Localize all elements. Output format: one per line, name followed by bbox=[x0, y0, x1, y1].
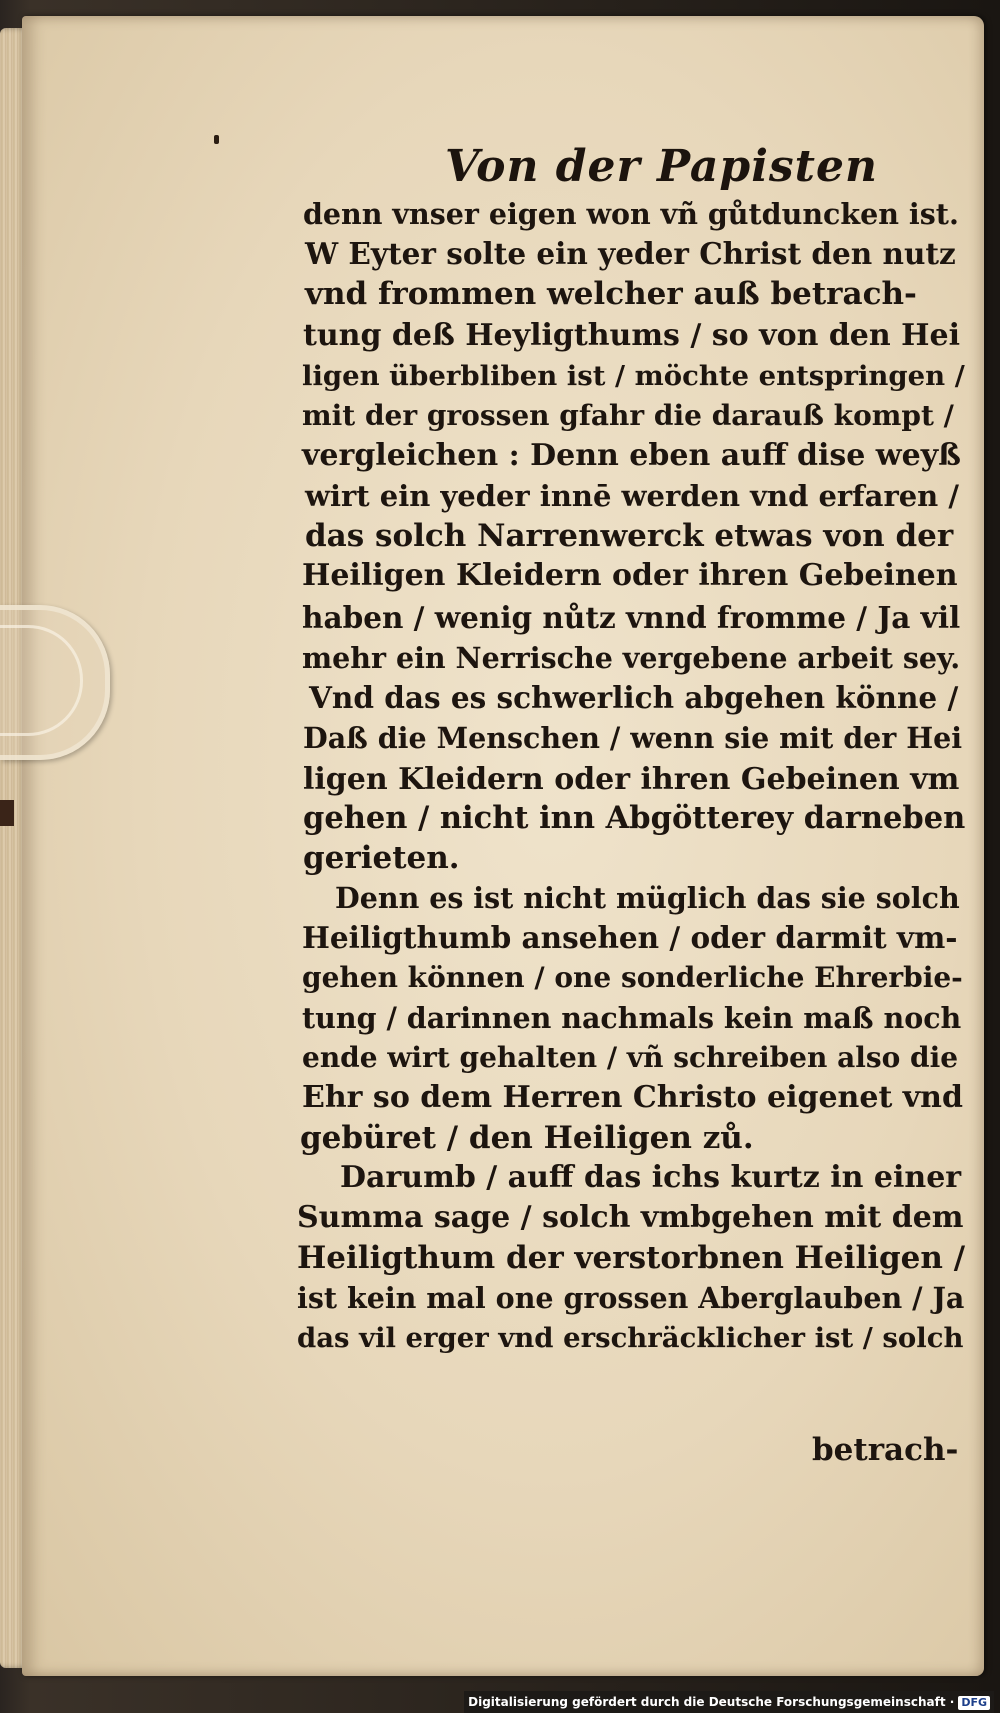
text-line: denn vnser eigen won vñ gůtduncken ist. bbox=[303, 197, 959, 231]
ink-spot bbox=[214, 135, 219, 144]
catchword: betrach- bbox=[812, 1432, 959, 1468]
running-head: Von der Papisten bbox=[445, 141, 878, 192]
text-line: Heiligthumb ansehen / oder darmit vm- bbox=[302, 920, 958, 955]
page-marker bbox=[0, 800, 14, 826]
text-line: gehen können / one sonderliche Ehrerbie- bbox=[302, 961, 963, 994]
text-line: vnd frommen welcher auß betrach- bbox=[305, 276, 917, 312]
text-line: ende wirt gehalten / vñ schreiben also die bbox=[302, 1041, 959, 1074]
footer-credit bbox=[464, 1691, 994, 1713]
text-line: ligen überbliben ist / möchte entspringen / bbox=[302, 360, 965, 392]
dfg-logo: DFG bbox=[958, 1696, 990, 1710]
text-line: Heiligen Kleidern oder ihren Gebeinen bbox=[302, 558, 958, 593]
text-line: tung / darinnen nachmals kein maß noch bbox=[302, 1001, 962, 1035]
text-line: gerieten. bbox=[303, 840, 460, 876]
text-line: ist kein mal one grossen Aberglauben / Ja bbox=[297, 1281, 965, 1315]
footer-text: Digitalisierung gefördert durch die Deutsche Forschungsgemeinschaft · bbox=[468, 1695, 955, 1709]
text-line: ligen Kleidern oder ihren Gebeinen vm bbox=[303, 762, 960, 797]
text-line: W Eyter solte ein yeder Christ den nutz bbox=[305, 236, 956, 271]
text-line: Darumb / auff das ichs kurtz in einer bbox=[340, 1160, 962, 1195]
text-line: Vnd das es schwerlich abgehen könne / bbox=[309, 680, 959, 715]
text-line: vergleichen : Denn eben auff dise weyß bbox=[302, 438, 961, 473]
text-line: das solch Narrenwerck etwas von der bbox=[305, 518, 954, 554]
text-line: mehr ein Nerrische vergebene arbeit sey. bbox=[302, 641, 961, 675]
text-line: wirt ein yeder innē werden vnd erfaren / bbox=[305, 479, 959, 513]
text-line: gehen / nicht inn Abgötterey darneben bbox=[303, 800, 966, 836]
text-line: Ehr so dem Herren Christo eigenet vnd bbox=[302, 1080, 963, 1115]
text-line: gebüret / den Heiligen zů. bbox=[300, 1120, 754, 1156]
text-line: Daß die Menschen / wenn sie mit der Hei bbox=[303, 721, 963, 755]
text-line: tung deß Heyligthums / so von den Hei bbox=[303, 318, 960, 353]
text-line: haben / wenig nůtz vnnd fromme / Ja vil bbox=[302, 600, 961, 635]
text-line: Heiligthum der verstorbnen Heiligen / bbox=[297, 1240, 966, 1276]
text-line: das vil erger vnd erschräcklicher ist / solch bbox=[297, 1322, 964, 1354]
text-line: mit der grossen gfahr die darauß kompt / bbox=[302, 399, 954, 432]
text-line: Summa sage / solch vmbgehen mit dem bbox=[297, 1200, 964, 1235]
text-line: Denn es ist nicht müglich das sie solch bbox=[335, 881, 960, 915]
